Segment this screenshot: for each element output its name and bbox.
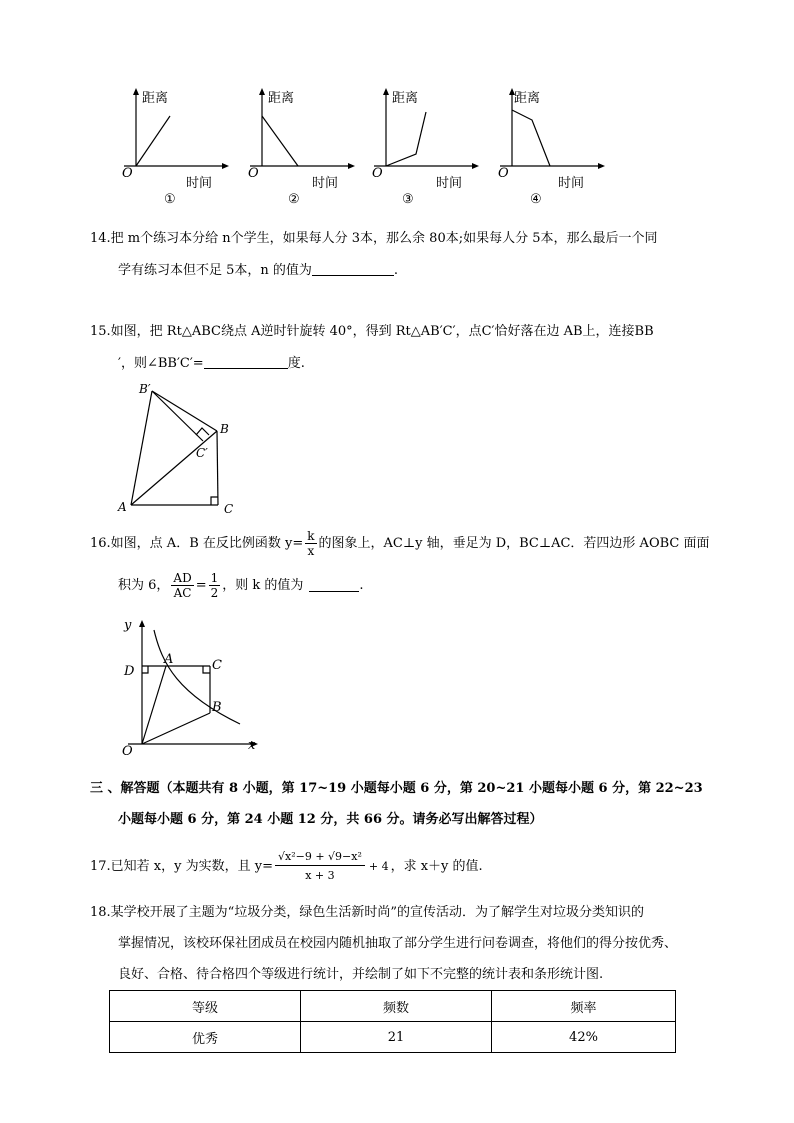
graph-2 [246, 86, 366, 210]
stats-table-header-grade: 等级 [110, 991, 301, 1022]
graph-1-y-label: 距离 [142, 91, 169, 106]
graph-2-origin: O [248, 166, 259, 181]
graph-1-origin: O [122, 166, 133, 181]
stats-table-cell-rate: 42% [492, 1022, 676, 1053]
graph-4-y-label: 距离 [514, 91, 541, 106]
graph-3-svg [370, 86, 490, 210]
q15-label-b-prime: B′ [139, 382, 151, 396]
graph-2-svg [246, 86, 366, 210]
stats-table-header-row [110, 991, 676, 1022]
q15-label-c: C [224, 502, 234, 516]
q17-text: 17.已知若 x，y 为实数，且 y= [90, 858, 273, 874]
graph-3-y-label: 距离 [392, 91, 419, 106]
graph-4-line [512, 110, 550, 166]
q14-line2 [118, 263, 398, 277]
q17-text-end: ，求 x＋y 的值. [390, 858, 483, 874]
q15-answer-blank [204, 356, 288, 369]
q15-figure-svg [110, 378, 250, 518]
graph-4-x-label: 时间 [558, 176, 585, 191]
q16-label-c: C [212, 658, 222, 673]
q15-figure [110, 378, 250, 518]
graph-1-svg [120, 86, 240, 210]
q16-line2-end: . [359, 577, 364, 593]
stats-table-header-frequency-rate: 频率 [492, 991, 676, 1022]
q15-label-a: A [118, 500, 127, 514]
section3-heading-line1: 三 、解答题（本题共有 8 小题，第 17~19 小题每小题 6 分，第 20~21 小题每小题 6 分，第 22~23 [90, 781, 703, 796]
q16-line1-rest: 的图象上，AC⊥y 轴，垂足为 D，BC⊥AC．若四边形 AOBC 面面 [318, 535, 710, 551]
section3-heading-line2: 小题每小题 6 分，第 24 小题 12 分，共 66 分。请务必写出解答过程） [118, 812, 543, 827]
q16-label-d: D [124, 664, 135, 679]
q16-line2-text: 积为 6， [118, 577, 170, 593]
graph-2-line [262, 116, 298, 166]
q16-figure-svg [118, 614, 268, 764]
q16-label-a: A [164, 652, 174, 667]
q16-line2-rest: ，则 k 的值为 [222, 577, 304, 593]
q14-line2-text: 学有练习本但不足 5本，n 的值为 [118, 263, 312, 278]
q15-line2-text: ′，则∠BB′C′= [118, 356, 204, 371]
q17-fraction [275, 851, 365, 881]
graph-2-caption: ② [288, 192, 300, 207]
q16-frac2-den: AC [173, 585, 192, 600]
graph-3-x-label: 时间 [436, 176, 463, 191]
q15-label-b: B [220, 422, 229, 436]
q18-line3: 良好、合格、待合格四个等级进行统计，并绘制了如下不完整的统计表和条形统计图. [118, 967, 604, 982]
q16-frac2-num: AD [173, 570, 192, 585]
q16-fraction-ad-over-ac [171, 572, 193, 599]
q15-line2-end: 度. [287, 356, 305, 371]
graph-4 [496, 86, 616, 210]
q16-answer-blank [309, 579, 359, 592]
graph-2-x-label: 时间 [312, 176, 339, 191]
q16-label-x: x [248, 738, 256, 753]
q14-answer-blank [312, 263, 394, 276]
q16-frac3-den: 2 [210, 585, 219, 600]
graph-3-caption: ③ [402, 192, 414, 207]
graph-3-line [386, 112, 426, 166]
graph-4-origin: O [498, 166, 509, 181]
graph-1-x-label: 时间 [186, 176, 213, 191]
q16-frac3-num: 1 [210, 570, 219, 585]
q15-label-c-prime: C′ [196, 446, 208, 460]
q15-line1: 15.如图，把 Rt△ABC绕点 A逆时针旋转 40°，得到 Rt△AB′C′，点C′恰好落在边 AB上，连接BB [90, 324, 654, 339]
q14-line1: 14.把 m个练习本分给 n个学生，如果每人分 3本，那么余 80本;如果每人分 5本，那么最后一个同 [90, 231, 658, 246]
q16-fraction-one-half [209, 572, 221, 599]
q16-frac1-num: k [307, 528, 315, 543]
q16-fraction-k-over-x [305, 530, 316, 557]
stats-table-header-frequency-count: 频数 [301, 991, 492, 1022]
q17-line [90, 846, 483, 886]
q16-figure [118, 614, 268, 764]
q16-label-b: B [212, 700, 222, 715]
graph-2-y-label: 距离 [268, 91, 295, 106]
q17-plus-four: + 4 [368, 859, 389, 873]
graph-1 [120, 86, 240, 210]
graph-1-line [136, 116, 170, 166]
q15-line2 [118, 356, 305, 370]
graph-3 [370, 86, 490, 210]
q17-numerator: √x²−9 + √9−x² [275, 851, 365, 866]
q17-denominator: x + 3 [305, 869, 335, 882]
stats-table [109, 990, 676, 1053]
q18-line2: 掌握情况，该校环保社团成员在校园内随机抽取了部分学生进行问卷调查，将他们的得分按优秀、 [118, 936, 678, 951]
q16-line2 [118, 568, 364, 602]
table-row [110, 1022, 676, 1053]
q14-line2-end: . [393, 263, 399, 278]
q16-equals: = [195, 577, 207, 593]
graph-1-caption: ① [164, 192, 176, 207]
q16-frac1-den: x [307, 543, 315, 558]
q16-line1-text: 16.如图，点 A．B 在反比例函数 y= [90, 535, 304, 551]
stats-table-cell-grade: 优秀 [110, 1022, 301, 1053]
graph-3-origin: O [372, 166, 383, 181]
graph-4-caption: ④ [530, 192, 542, 207]
q16-label-o: O [122, 744, 133, 759]
q18-line1: 18.某学校开展了主题为“垃圾分类，绿色生活新时尚”的宣传活动．为了解学生对垃圾分类知识的 [90, 905, 644, 920]
q16-label-y: y [124, 618, 132, 633]
stats-table-cell-count: 21 [301, 1022, 492, 1053]
q16-line1 [90, 528, 709, 558]
